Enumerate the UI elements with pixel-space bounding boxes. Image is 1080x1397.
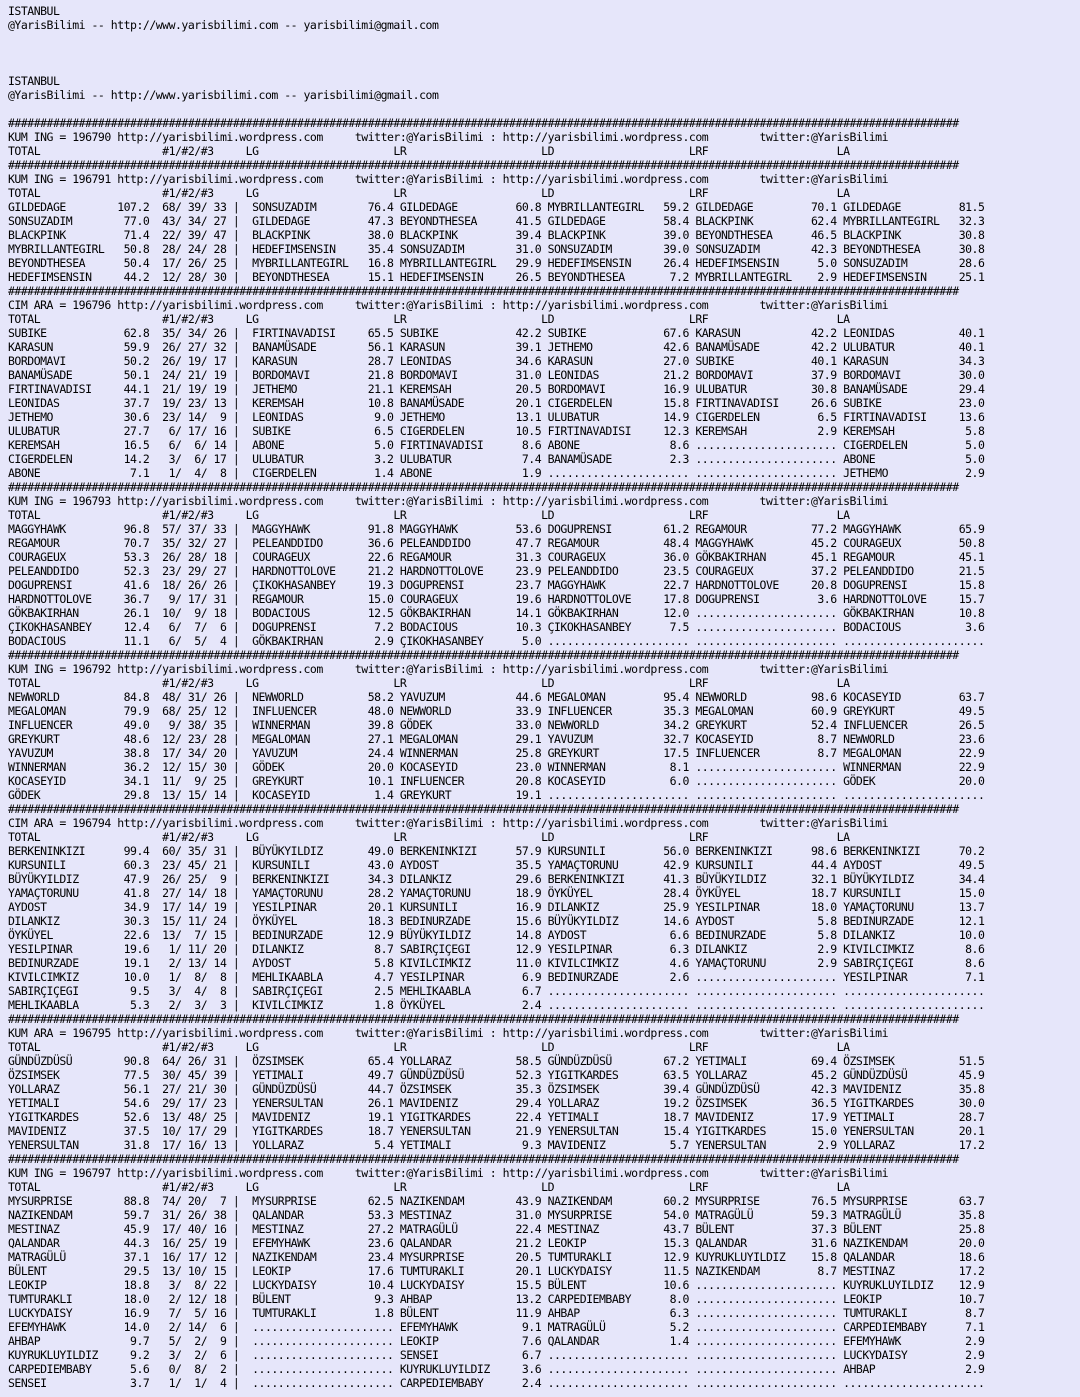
- text-line: ISTANBUL: [8, 4, 60, 18]
- text-line: KEREMSAH 16.5 6/ 6/ 14 | ABONE 5.0 FIRTINAVADISI 8.6 ABONE 8.6 ...................... CIGERDELEN 5.0: [8, 438, 985, 452]
- text-line: BORDOMAVI 50.2 26/ 19/ 17 | KARASUN 28.7 LEONIDAS 34.6 KARASUN 27.0 SUBIKE 40.1 KARASUN 34.3: [8, 354, 985, 368]
- text-line: GÖKBAKIRHAN 26.1 10/ 9/ 18 | BODACIOUS 12.5 GÖKBAKIRHAN 14.1 GÖKBAKIRHAN 12.0 ...................... GÖKBAKIRHAN 10.8: [8, 606, 985, 620]
- text-line: REGAMOUR 70.7 35/ 32/ 27 | PELEANDDIDO 36.6 PELEANDDIDO 47.7 REGAMOUR 48.4 MAGGYHAWK 45.2 COURAGEUX 50.8: [8, 536, 985, 550]
- text-line: GREYKURT 48.6 12/ 23/ 28 | MEGALOMAN 27.1 MEGALOMAN 29.1 YAVUZUM 32.7 KOCASEYID 8.7 NEWWORLD 23.6: [8, 732, 985, 746]
- text-line: PELEANDDIDO 52.3 23/ 29/ 27 | HARDNOTTOLOVE 21.2 HARDNOTTOLOVE 23.9 PELEANDDIDO 23.5 COURAGEUX 37.2 PELEANDDIDO 21.5: [8, 564, 985, 578]
- text-line: YETIMALI 54.6 29/ 17/ 23 | YENERSULTAN 26.1 MAVIDENIZ 29.4 YOLLARAZ 19.2 ÖZSIMSEK 36.5 YIGITKARDES 30.0: [8, 1096, 985, 1110]
- text-line: @YarisBilimi -- http://www.yarisbilimi.com -- yarisbilimi@gmail.com: [8, 18, 439, 32]
- text-line: [8, 102, 1076, 116]
- text-line: SONSUZADIM 77.0 43/ 34/ 27 | GILDEDAGE 47.3 BEYONDTHESEA 41.5 GILDEDAGE 58.4 BLACKPINK 62.4 MYBRILLANTEGIRL 32.3: [8, 214, 985, 228]
- text-line: MYSURPRISE 88.8 74/ 20/ 7 | MYSURPRISE 62.5 NAZIKENDAM 43.9 NAZIKENDAM 60.2 MYSURPRISE 76.5 MYSURPRISE 63.7: [8, 1194, 985, 1208]
- text-line: SUBIKE 62.8 35/ 34/ 26 | FIRTINAVADISI 65.5 SUBIKE 42.2 SUBIKE 67.6 KARASUN 42.2 LEONIDAS 40.1: [8, 326, 985, 340]
- text-line: FIRTINAVADISI 44.1 21/ 19/ 19 | JETHEMO 21.1 KEREMSAH 20.5 BORDOMAVI 16.9 ULUBATUR 30.8 BANAMÜSADE 29.4: [8, 382, 985, 396]
- text-line: [8, 46, 1076, 60]
- text-line: TOTAL #1/#2/#3 LG LR LD LRF LA: [8, 676, 850, 690]
- text-line: KUM ING = 196792 http://yarisbilimi.wordpress.com twitter:@YarisBilimi : http://yarisbilimi.wordpress.com twitter:@YarisBilimi: [8, 662, 889, 676]
- text-line: CIM ARA = 196796 http://yarisbilimi.wordpress.com twitter:@YarisBilimi : http://yarisbilimi.wordpress.com twitter:@YarisBilimi: [8, 298, 889, 312]
- separator-line: ####################################################################################################################################################: [8, 1012, 959, 1026]
- text-line: CARPEDIEMBABY 5.6 0/ 8/ 2 | ...................... KUYRUKLUYILDIZ 3.6 ...................... ...................... AHBAP 2.9: [8, 1362, 985, 1376]
- text-line: GÖDEK 29.8 13/ 15/ 14 | KOCASEYID 1.4 GREYKURT 19.1 ...................... ...................... ......................: [8, 788, 985, 802]
- text-line: BERKENINKIZI 99.4 60/ 35/ 31 | BÜYÜKYILDIZ 49.0 BERKENINKIZI 57.9 KURSUNILI 56.0 BERKENINKIZI 98.6 BERKENINKIZI 70.2: [8, 844, 985, 858]
- text-line: TOTAL #1/#2/#3 LG LR LD LRF LA: [8, 144, 850, 158]
- text-line: ULUBATUR 27.7 6/ 17/ 16 | SUBIKE 6.5 CIGERDELEN 10.5 FIRTINAVADISI 12.3 KEREMSAH 2.9 KEREMSAH 5.8: [8, 424, 985, 438]
- text-line: KURSUNILI 60.3 23/ 45/ 21 | KURSUNILI 43.0 AYDOST 35.5 YAMAÇTORUNU 42.9 KURSUNILI 44.4 AYDOST 49.5: [8, 858, 985, 872]
- separator-line: ####################################################################################################################################################: [8, 480, 959, 494]
- text-line: KUYRUKLUYILDIZ 9.2 3/ 2/ 6 | ...................... SENSEI 6.7 ...................... ...................... LUCKYDAISY 2.9: [8, 1348, 985, 1362]
- text-line: KIVILCIMKIZ 10.0 1/ 8/ 8 | MEHLIKAABLA 4.7 YESILPINAR 6.9 BEDINURZADE 2.6 ...................... YESILPINAR 7.1: [8, 970, 985, 984]
- text-line: QALANDAR 44.3 16/ 25/ 19 | EFEMYHAWK 23.6 QALANDAR 21.2 LEOKIP 15.3 QALANDAR 31.6 NAZIKENDAM 20.0: [8, 1236, 985, 1250]
- text-line: TOTAL #1/#2/#3 LG LR LD LRF LA: [8, 1040, 850, 1054]
- text-line: LEONIDAS 37.7 19/ 23/ 13 | KEREMSAH 10.8 BANAMÜSADE 20.1 CIGERDELEN 15.8 FIRTINAVADISI 26.6 SUBIKE 23.0: [8, 396, 985, 410]
- text-line: KOCASEYID 34.1 11/ 9/ 25 | GREYKURT 10.1 INFLUENCER 20.8 KOCASEYID 6.0 ...................... GÖDEK 20.0: [8, 774, 985, 788]
- text-line: BLACKPINK 71.4 22/ 39/ 47 | BLACKPINK 38.0 BLACKPINK 39.4 BLACKPINK 39.0 BEYONDTHESEA 46.5 BLACKPINK 30.8: [8, 228, 985, 242]
- text-line: YAVUZUM 38.8 17/ 34/ 20 | YAVUZUM 24.4 WINNERMAN 25.8 GREYKURT 17.5 INFLUENCER 8.7 MEGALOMAN 22.9: [8, 746, 985, 760]
- text-line: BEYONDTHESEA 50.4 17/ 26/ 25 | MYBRILLANTEGIRL 16.8 MYBRILLANTEGIRL 29.9 HEDEFIMSENSIN 26.4 HEDEFIMSENSIN 5.0 SONSUZADIM 28.6: [8, 256, 985, 270]
- text-line: CIGERDELEN 14.2 3/ 6/ 17 | ULUBATUR 3.2 ULUBATUR 7.4 BANAMÜSADE 2.3 ...................... ABONE 5.0: [8, 452, 985, 466]
- race-stats-text: [8, 4, 1076, 1390]
- separator-line: ####################################################################################################################################################: [8, 158, 959, 172]
- text-line: ÖZSIMSEK 77.5 30/ 45/ 39 | YETIMALI 49.7 GÜNDÜZDÜSÜ 52.3 YIGITKARDES 63.5 YOLLARAZ 45.2 GÜNDÜZDÜSÜ 45.9: [8, 1068, 985, 1082]
- separator-line: ####################################################################################################################################################: [8, 648, 959, 662]
- text-line: LUCKYDAISY 16.9 7/ 5/ 16 | TUMTURAKLI 1.8 BÜLENT 11.9 AHBAP 6.3 ...................... TUMTURAKLI 8.7: [8, 1306, 985, 1320]
- text-line: ÖYKÜYEL 22.6 13/ 7/ 15 | BEDINURZADE 12.9 BÜYÜKYILDIZ 14.8 AYDOST 6.6 BEDINURZADE 5.8 DILANKIZ 10.0: [8, 928, 985, 942]
- text-line: AYDOST 34.9 17/ 14/ 19 | YESILPINAR 20.1 KURSUNILI 16.9 DILANKIZ 25.9 YESILPINAR 18.0 YAMAÇTORUNU 13.7: [8, 900, 985, 914]
- text-line: DOGUPRENSI 41.6 18/ 26/ 26 | ÇIKOKHASANBEY 19.3 DOGUPRENSI 23.7 MAGGYHAWK 22.7 HARDNOTTOLOVE 20.8 DOGUPRENSI 15.8: [8, 578, 985, 592]
- text-line: BODACIOUS 11.1 6/ 5/ 4 | GÖKBAKIRHAN 2.9 ÇIKOKHASANBEY 5.0 ...................... ...................... ......................: [8, 634, 985, 648]
- text-line: MEHLIKAABLA 5.3 2/ 3/ 3 | KIVILCIMKIZ 1.8 ÖYKÜYEL 2.4 ...................... ...................... ......................: [8, 998, 985, 1012]
- text-line: SENSEI 3.7 1/ 1/ 4 | ...................... CARPEDIEMBABY 2.4 ...................... ...................... ......................: [8, 1376, 985, 1390]
- text-line: BÜLENT 29.5 13/ 10/ 15 | LEOKIP 17.6 TUMTURAKLI 20.1 LUCKYDAISY 11.5 NAZIKENDAM 8.7 MESTINAZ 17.2: [8, 1264, 985, 1278]
- text-line: TOTAL #1/#2/#3 LG LR LD LRF LA: [8, 186, 850, 200]
- text-line: COURAGEUX 53.3 26/ 28/ 18 | COURAGEUX 22.6 REGAMOUR 31.3 COURAGEUX 36.0 GÖKBAKIRHAN 45.1 REGAMOUR 45.1: [8, 550, 985, 564]
- text-line: HARDNOTTOLOVE 36.7 9/ 17/ 31 | REGAMOUR 15.0 COURAGEUX 19.6 HARDNOTTOLOVE 17.8 DOGUPRENSI 3.6 HARDNOTTOLOVE 15.7: [8, 592, 985, 606]
- text-line: JETHEMO 30.6 23/ 14/ 9 | LEONIDAS 9.0 JETHEMO 13.1 ULUBATUR 14.9 CIGERDELEN 6.5 FIRTINAVADISI 13.6: [8, 410, 985, 424]
- separator-line: ####################################################################################################################################################: [8, 116, 959, 130]
- text-line: LEOKIP 18.8 3/ 8/ 22 | LUCKYDAISY 10.4 LUCKYDAISY 15.5 BÜLENT 10.6 ...................... KUYRUKLUYILDIZ 12.9: [8, 1278, 985, 1292]
- text-line: TOTAL #1/#2/#3 LG LR LD LRF LA: [8, 508, 850, 522]
- text-line: WINNERMAN 36.2 12/ 15/ 30 | GÖDEK 20.0 KOCASEYID 23.0 WINNERMAN 8.1 ...................... WINNERMAN 22.9: [8, 760, 985, 774]
- text-line: BÜYÜKYILDIZ 47.9 26/ 25/ 9 | BERKENINKIZI 34.3 DILANKIZ 29.6 BERKENINKIZI 41.3 BÜYÜKYILDIZ 32.1 BÜYÜKYILDIZ 34.4: [8, 872, 985, 886]
- separator-line: ####################################################################################################################################################: [8, 802, 959, 816]
- text-line: TOTAL #1/#2/#3 LG LR LD LRF LA: [8, 1180, 850, 1194]
- text-line: ÇIKOKHASANBEY 12.4 6/ 7/ 6 | DOGUPRENSI 7.2 BODACIOUS 10.3 ÇIKOKHASANBEY 7.5 ...................... BODACIOUS 3.6: [8, 620, 985, 634]
- text-line: YOLLARAZ 56.1 27/ 21/ 30 | GÜNDÜZDÜSÜ 44.7 ÖZSIMSEK 35.3 ÖZSIMSEK 39.4 GÜNDÜZDÜSÜ 42.3 MAVIDENIZ 35.8: [8, 1082, 985, 1096]
- text-line: MAVIDENIZ 37.5 10/ 17/ 29 | YIGITKARDES 18.7 YENERSULTAN 21.9 YENERSULTAN 15.4 YIGITKARDES 15.0 YENERSULTAN 20.1: [8, 1124, 985, 1138]
- text-line: TUMTURAKLI 18.0 2/ 12/ 18 | BÜLENT 9.3 AHBAP 13.2 CARPEDIEMBABY 8.0 ...................... LEOKIP 10.7: [8, 1292, 985, 1306]
- text-line: GÜNDÜZDÜSÜ 90.8 64/ 26/ 31 | ÖZSIMSEK 65.4 YOLLARAZ 58.5 GÜNDÜZDÜSÜ 67.2 YETIMALI 69.4 ÖZSIMSEK 51.5: [8, 1054, 985, 1068]
- text-line: ABONE 7.1 1/ 4/ 8 | CIGERDELEN 1.4 ABONE 1.9 ...................... ...................... JETHEMO 2.9: [8, 466, 985, 480]
- text-line: YESILPINAR 19.6 1/ 11/ 20 | DILANKIZ 8.7 SABIRÇIÇEGI 12.9 YESILPINAR 6.3 DILANKIZ 2.9 KIVILCIMKIZ 8.6: [8, 942, 985, 956]
- text-line: NEWWORLD 84.8 48/ 31/ 26 | NEWWORLD 58.2 YAVUZUM 44.6 MEGALOMAN 95.4 NEWWORLD 98.6 KOCASEYID 63.7: [8, 690, 985, 704]
- separator-line: ####################################################################################################################################################: [8, 284, 959, 298]
- text-line: MEGALOMAN 79.9 68/ 25/ 12 | INFLUENCER 48.0 NEWWORLD 33.9 INFLUENCER 35.3 MEGALOMAN 60.9 GREYKURT 49.5: [8, 704, 985, 718]
- text-line: [8, 32, 1076, 46]
- separator-line: ####################################################################################################################################################: [8, 1152, 959, 1166]
- text-line: ISTANBUL: [8, 74, 60, 88]
- text-line: GILDEDAGE 107.2 68/ 39/ 33 | SONSUZADIM 76.4 GILDEDAGE 60.8 MYBRILLANTEGIRL 59.2 GILDEDAGE 70.1 GILDEDAGE 81.5: [8, 200, 985, 214]
- text-line: KUM ING = 196790 http://yarisbilimi.wordpress.com twitter:@YarisBilimi : http://yarisbilimi.wordpress.com twitter:@YarisBilimi: [8, 130, 889, 144]
- text-line: BEDINURZADE 19.1 2/ 13/ 14 | AYDOST 5.8 KIVILCIMKIZ 11.0 KIVILCIMKIZ 4.6 YAMAÇTORUNU 2.9 SABIRÇIÇEGI 8.6: [8, 956, 985, 970]
- text-line: MAGGYHAWK 96.8 57/ 37/ 33 | MAGGYHAWK 91.8 MAGGYHAWK 53.6 DOGUPRENSI 61.2 REGAMOUR 77.2 MAGGYHAWK 65.9: [8, 522, 985, 536]
- text-line: INFLUENCER 49.0 9/ 38/ 35 | WINNERMAN 39.8 GÖDEK 33.0 NEWWORLD 34.2 GREYKURT 52.4 INFLUENCER 26.5: [8, 718, 985, 732]
- text-line: KUM ARA = 196795 http://yarisbilimi.wordpress.com twitter:@YarisBilimi : http://yarisbilimi.wordpress.com twitter:@YarisBilimi: [8, 1026, 889, 1040]
- text-line: @YarisBilimi -- http://www.yarisbilimi.com -- yarisbilimi@gmail.com: [8, 88, 439, 102]
- text-line: CIM ARA = 196794 http://yarisbilimi.wordpress.com twitter:@YarisBilimi : http://yarisbilimi.wordpress.com twitter:@YarisBilimi: [8, 816, 889, 830]
- text-line: MATRAGÜLÜ 37.1 16/ 17/ 12 | NAZIKENDAM 23.4 MYSURPRISE 20.5 TUMTURAKLI 12.9 KUYRUKLUYILDIZ 15.8 QALANDAR 18.6: [8, 1250, 985, 1264]
- text-line: KUM ING = 196791 http://yarisbilimi.wordpress.com twitter:@YarisBilimi : http://yarisbilimi.wordpress.com twitter:@YarisBilimi: [8, 172, 889, 186]
- text-line: KARASUN 59.9 26/ 27/ 32 | BANAMÜSADE 56.1 KARASUN 39.1 JETHEMO 42.6 BANAMÜSADE 42.2 ULUBATUR 40.1: [8, 340, 985, 354]
- text-line: YAMAÇTORUNU 41.8 27/ 14/ 18 | YAMAÇTORUNU 28.2 YAMAÇTORUNU 18.9 ÖYKÜYEL 28.4 ÖYKÜYEL 18.7 KURSUNILI 15.0: [8, 886, 985, 900]
- text-line: KUM ING = 196793 http://yarisbilimi.wordpress.com twitter:@YarisBilimi : http://yarisbilimi.wordpress.com twitter:@YarisBilimi: [8, 494, 889, 508]
- text-line: YENERSULTAN 31.8 17/ 16/ 13 | YOLLARAZ 5.4 YETIMALI 9.3 MAVIDENIZ 5.7 YENERSULTAN 2.9 YOLLARAZ 17.2: [8, 1138, 985, 1152]
- text-line: AHBAP 9.7 5/ 2/ 9 | ...................... LEOKIP 7.6 QALANDAR 1.4 ...................... EFEMYHAWK 2.9: [8, 1334, 985, 1348]
- text-line: KUM ING = 196797 http://yarisbilimi.wordpress.com twitter:@YarisBilimi : http://yarisbilimi.wordpress.com twitter:@YarisBilimi: [8, 1166, 889, 1180]
- text-line: DILANKIZ 30.3 15/ 11/ 24 | ÖYKÜYEL 18.3 BEDINURZADE 15.6 BÜYÜKYILDIZ 14.6 AYDOST 5.8 BEDINURZADE 12.1: [8, 914, 985, 928]
- text-line: HEDEFIMSENSIN 44.2 12/ 28/ 30 | BEYONDTHESEA 15.1 HEDEFIMSENSIN 26.5 BEYONDTHESEA 7.2 MYBRILLANTEGIRL 2.9 HEDEFIMSENSIN 25.1: [8, 270, 985, 284]
- text-line: MESTINAZ 45.9 17/ 40/ 16 | MESTINAZ 27.2 MATRAGÜLÜ 22.4 MESTINAZ 43.7 BÜLENT 37.3 BÜLENT 25.8: [8, 1222, 985, 1236]
- text-line: YIGITKARDES 52.6 13/ 48/ 25 | MAVIDENIZ 19.1 YIGITKARDES 22.4 YETIMALI 18.7 MAVIDENIZ 17.9 YETIMALI 28.7: [8, 1110, 985, 1124]
- text-line: MYBRILLANTEGIRL 50.8 28/ 24/ 28 | HEDEFIMSENSIN 35.4 SONSUZADIM 31.0 SONSUZADIM 39.0 SONSUZADIM 42.3 BEYONDTHESEA 30.8: [8, 242, 985, 256]
- text-line: NAZIKENDAM 59.7 31/ 26/ 38 | QALANDAR 53.3 MESTINAZ 31.0 MYSURPRISE 54.0 MATRAGÜLÜ 59.3 MATRAGÜLÜ 35.8: [8, 1208, 985, 1222]
- text-line: SABIRÇIÇEGI 9.5 3/ 4/ 8 | SABIRÇIÇEGI 2.5 MEHLIKAABLA 6.7 ...................... ...................... ......................: [8, 984, 985, 998]
- text-line: BANAMÜSADE 50.1 24/ 21/ 19 | BORDOMAVI 21.8 BORDOMAVI 31.0 LEONIDAS 21.2 BORDOMAVI 37.9 BORDOMAVI 30.0: [8, 368, 985, 382]
- text-line: TOTAL #1/#2/#3 LG LR LD LRF LA: [8, 312, 850, 326]
- text-line: TOTAL #1/#2/#3 LG LR LD LRF LA: [8, 830, 850, 844]
- text-line: EFEMYHAWK 14.0 2/ 14/ 6 | ...................... EFEMYHAWK 9.1 MATRAGÜLÜ 5.2 ...................... CARPEDIEMBABY 7.1: [8, 1320, 985, 1334]
- text-line: [8, 60, 1076, 74]
